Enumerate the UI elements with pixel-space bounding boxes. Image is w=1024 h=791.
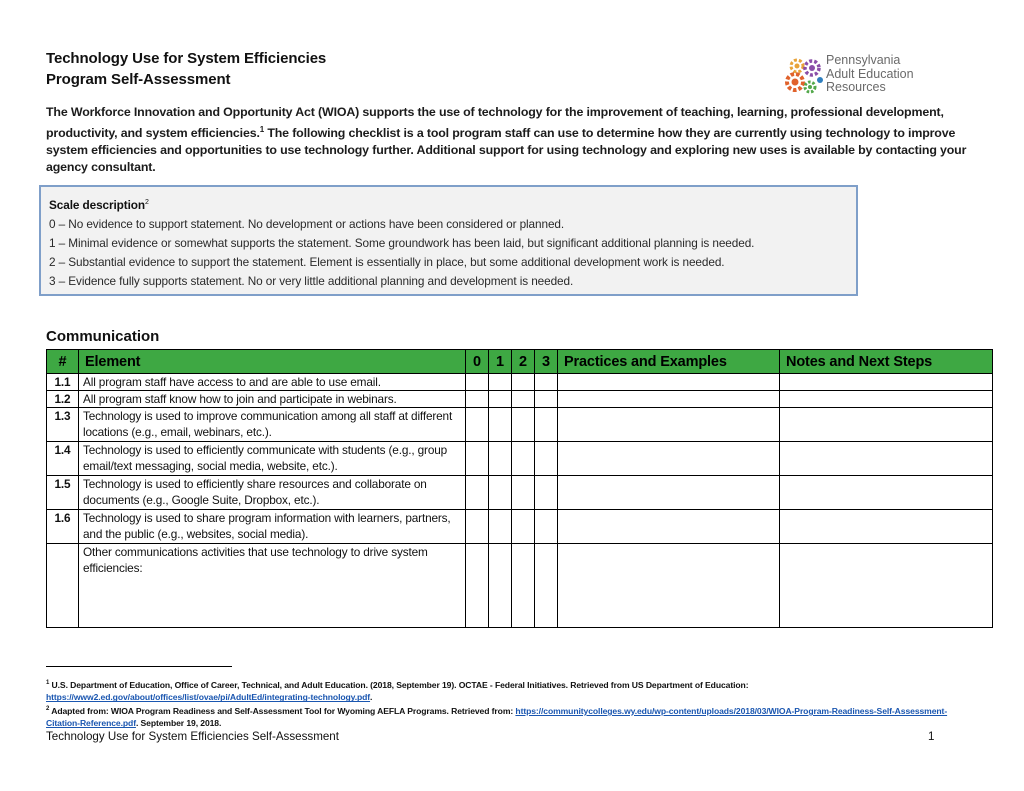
score-1-cell[interactable]: [489, 391, 512, 408]
row-number: 1.4: [47, 442, 79, 476]
intro-paragraph: The Workforce Innovation and Opportunity Act (WIOA) supports the use of technology for the improvement of teaching, learning, professional development, productivity, and system efficiencies.$^1$ The following checklist is a tool program staff can use to determine how they are currently using technology to improve system efficiencies and opportunities to use technology further. Additional support for using technology and exploring new uses is available by contacting your agency consultant.: [46, 105, 967, 175]
notes-cell[interactable]: [780, 442, 993, 476]
page-footer-title: Technology Use for System Efficiencies Self-Assessment: [46, 730, 339, 743]
row-number: 1.3: [47, 408, 79, 442]
table-row: [47, 442, 993, 476]
header-score-3: 3: [535, 350, 558, 374]
document-title: [46, 48, 326, 90]
score-0-cell[interactable]: [466, 476, 489, 510]
practices-cell[interactable]: [558, 408, 780, 442]
assessment-table: [46, 349, 993, 628]
logo-text: Pennsylvania Adult Education Resources: [826, 53, 914, 94]
score-0-cell[interactable]: [466, 391, 489, 408]
practices-cell[interactable]: [558, 374, 780, 391]
scale-item-3: 3 – Evidence fully supports statement. No or very little additional planning and development is needed.: [49, 273, 574, 288]
row-element: Other communications activities that use technology to drive system efficiencies:: [79, 544, 466, 628]
score-3-cell[interactable]: [535, 476, 558, 510]
notes-cell[interactable]: [780, 510, 993, 544]
footnote-ref-1: 1: [259, 125, 265, 134]
title-line-1: Technology Use for System Efficiencies: [46, 50, 327, 67]
score-1-cell[interactable]: [489, 544, 512, 628]
score-0-cell[interactable]: [466, 510, 489, 544]
row-number: 1.1: [47, 374, 79, 391]
footnote-divider: [46, 666, 232, 667]
practices-cell[interactable]: [558, 476, 780, 510]
score-2-cell[interactable]: [512, 391, 535, 408]
practices-cell[interactable]: [558, 510, 780, 544]
notes-cell[interactable]: [780, 544, 993, 628]
score-2-cell[interactable]: [512, 544, 535, 628]
score-3-cell[interactable]: [535, 544, 558, 628]
score-3-cell[interactable]: [535, 442, 558, 476]
score-0-cell[interactable]: [466, 442, 489, 476]
row-number: 1.2: [47, 391, 79, 408]
header-notes: Notes and Next Steps: [780, 350, 993, 374]
score-3-cell[interactable]: [535, 510, 558, 544]
practices-cell[interactable]: [558, 544, 780, 628]
footnote-2: $^2$ Adapted from: WIOA Program Readiness and Self-Assessment Tool for Wyoming AEFLA Programs. Retrieved from: https://communitycolleges.wy.edu/wp-content/uploads/2018/03/WIOA-Program-Readiness-Self-Assessment-Citation-Reference.pdf. September 19, 2018.: [46, 705, 948, 729]
score-1-cell[interactable]: [489, 374, 512, 391]
row-element: Technology is used to efficiently share resources and collaborate on documents (e.g., Google Suite, Dropbox, etc.).: [79, 476, 466, 510]
pa-adult-education-logo: [784, 54, 934, 98]
row-element: Technology is used to share program information with learners, partners, and the public (e.g., websites, social media).: [79, 510, 466, 544]
score-2-cell[interactable]: [512, 374, 535, 391]
header-score-1: 1: [489, 350, 512, 374]
score-1-cell[interactable]: [489, 408, 512, 442]
table-row: [47, 544, 993, 628]
title-line-2: Program Self-Assessment: [46, 71, 231, 88]
row-number: 1.6: [47, 510, 79, 544]
row-number: [47, 544, 79, 628]
score-2-cell[interactable]: [512, 442, 535, 476]
table-header-row: [47, 350, 993, 374]
scale-description-title: Scale description$^2$: [49, 197, 149, 212]
page-number: 1: [928, 730, 935, 743]
score-1-cell[interactable]: [489, 510, 512, 544]
section-title: Communication: [46, 328, 160, 345]
notes-cell[interactable]: [780, 476, 993, 510]
footnote-1-link[interactable]: https://www2.ed.gov/about/offices/list/ovae/pi/AdultEd/integrating-technology.pdf: [46, 692, 371, 703]
score-0-cell[interactable]: [466, 544, 489, 628]
notes-cell[interactable]: [780, 391, 993, 408]
practices-cell[interactable]: [558, 442, 780, 476]
score-2-cell[interactable]: [512, 476, 535, 510]
practices-cell[interactable]: [558, 391, 780, 408]
footnote-2-link[interactable]: https://communitycolleges.wy.edu/wp-content/uploads/2018/03/WIOA-Program-Readiness-Self-Assessment-Citation-Reference.pdf: [46, 705, 948, 729]
score-2-cell[interactable]: [512, 408, 535, 442]
scale-item-1: 1 – Minimal evidence or somewhat supports the statement. Some groundwork has been laid, but significant additional planning is needed.: [49, 235, 755, 250]
row-element: All program staff have access to and are able to use email.: [79, 374, 466, 391]
row-element: All program staff know how to join and participate in webinars.: [79, 391, 466, 408]
score-1-cell[interactable]: [489, 442, 512, 476]
scale-item-2: 2 – Substantial evidence to support the statement. Element is essentially in place, but some additional development work is needed.: [49, 254, 725, 269]
score-3-cell[interactable]: [535, 391, 558, 408]
score-1-cell[interactable]: [489, 476, 512, 510]
header-element: Element: [79, 350, 466, 374]
score-0-cell[interactable]: [466, 408, 489, 442]
footnote-ref-2: 2: [145, 199, 149, 206]
score-3-cell[interactable]: [535, 408, 558, 442]
row-element: Technology is used to improve communication among all staff at different locations (e.g., email, webinars, etc.).: [79, 408, 466, 442]
notes-cell[interactable]: [780, 374, 993, 391]
score-3-cell[interactable]: [535, 374, 558, 391]
row-number: 1.5: [47, 476, 79, 510]
score-0-cell[interactable]: [466, 374, 489, 391]
gears-icon: [784, 54, 826, 98]
header-num: #: [47, 350, 79, 374]
table-row: [47, 408, 993, 442]
notes-cell[interactable]: [780, 408, 993, 442]
footnote-1: $^1$ U.S. Department of Education, Office of Career, Technical, and Adult Education. (2018, September 19). OCTAE - Federal Initiatives. Retrieved from US Department of Education: https://www2.ed.gov/about/offices/list/ovae/pi/AdultEd/integrating-technology.pdf.: [46, 679, 749, 703]
table-row: [47, 510, 993, 544]
scale-description-box: [39, 185, 858, 296]
table-row: [47, 391, 993, 408]
row-element: Technology is used to efficiently communicate with students (e.g., group email/text messaging, social media, website, etc.).: [79, 442, 466, 476]
header-score-2: 2: [512, 350, 535, 374]
table-row: [47, 476, 993, 510]
table-row: [47, 374, 993, 391]
scale-item-0: 0 – No evidence to support statement. No development or actions have been considered or planned.: [49, 216, 565, 231]
header-score-0: 0: [466, 350, 489, 374]
score-2-cell[interactable]: [512, 510, 535, 544]
header-practices: Practices and Examples: [558, 350, 780, 374]
